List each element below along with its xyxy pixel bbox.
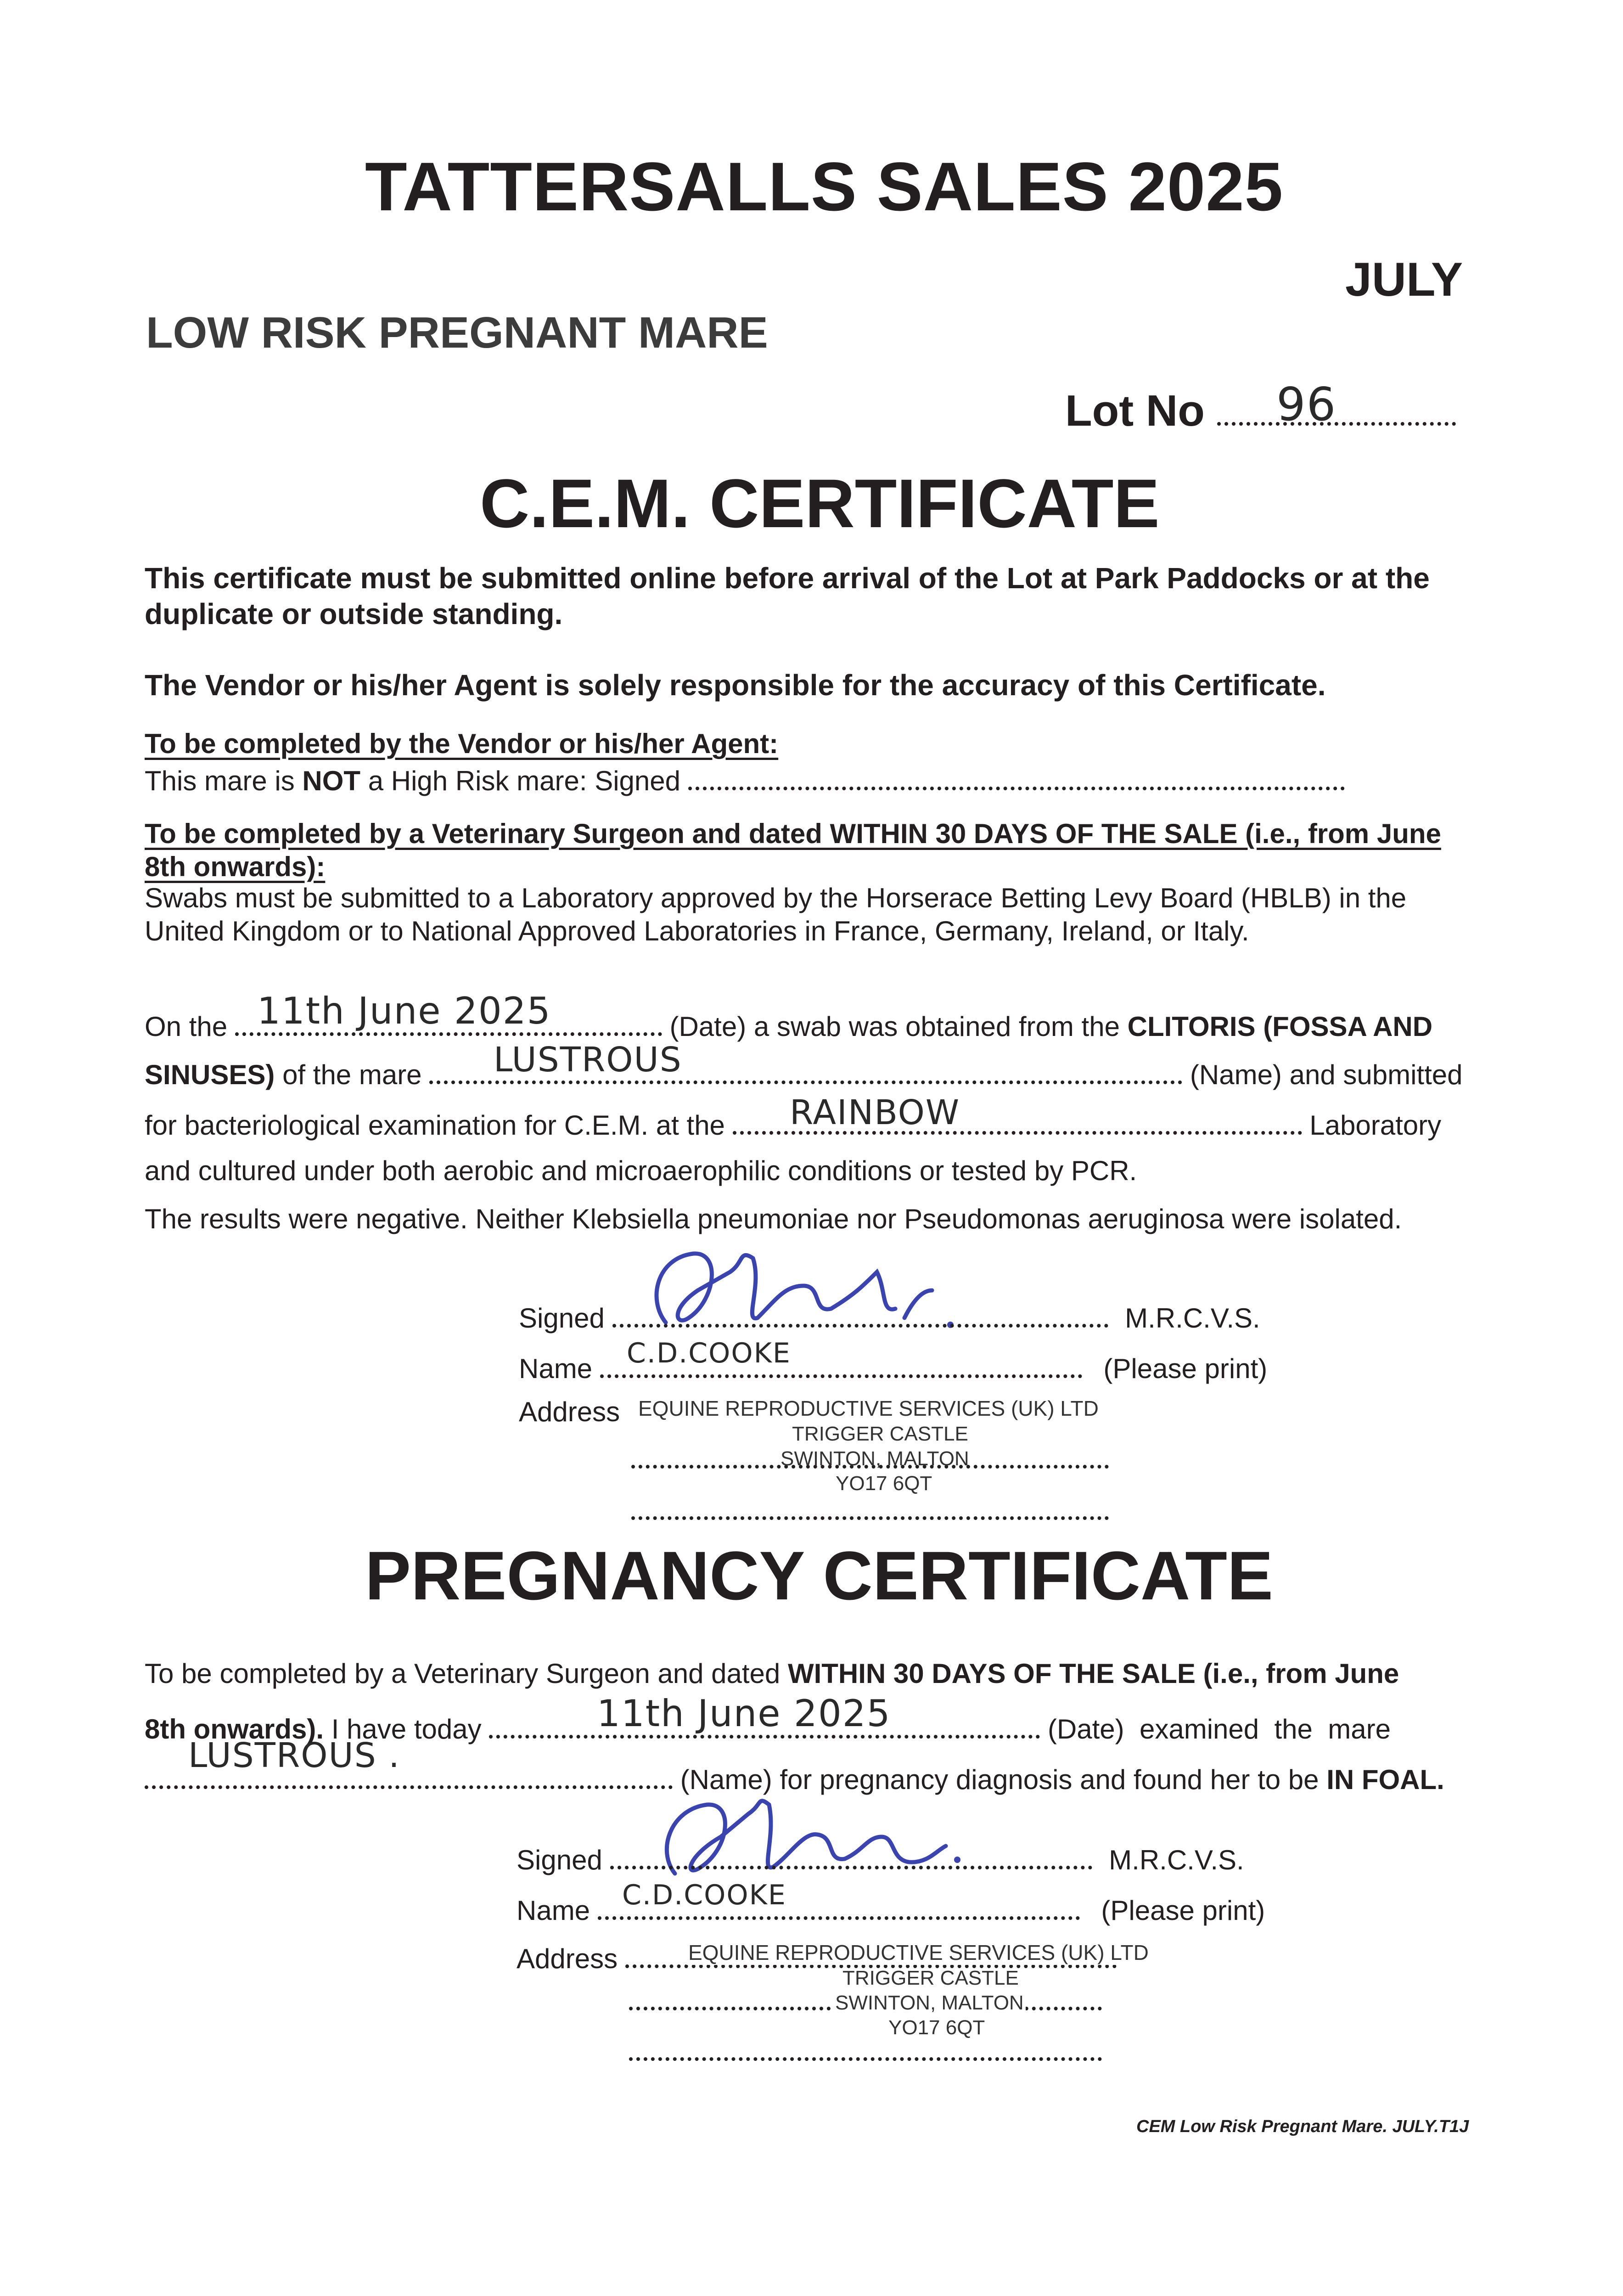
pregnancy-name-field-label: Name [517, 1895, 590, 1926]
vendor-signature-line [688, 760, 1345, 790]
for-bacteriological-label: for bacteriological examination for C.E.M. at the [145, 1110, 725, 1141]
cem-please-print: (Please print) [1103, 1353, 1268, 1384]
cem-address-line-2: TRIGGER CASTLE [792, 1423, 968, 1445]
swab-notice: Swabs must be submitted to a Laboratory approved by the Horserace Betting Levy Board (HBLB) in the United Kingdom or to National Approved Laboratories in France, Germany, Ireland, or Italy. [145, 883, 1407, 946]
cem-vet-name: C.D.COOKE [627, 1337, 791, 1369]
pregnancy-please-print: (Please print) [1101, 1895, 1265, 1926]
pregnancy-line-1 [145, 1658, 1399, 1689]
pregnancy-8th-onwards: 8th onwards). [145, 1714, 324, 1745]
cem-name-label: (Name) and submitted [1190, 1059, 1463, 1090]
on-the-label: On the [145, 1011, 228, 1042]
lot-number [1065, 386, 1456, 436]
pregnancy-signed-row [517, 1839, 1244, 1876]
pregnancy-address-line-1: EQUINE REPRODUCTIVE SERVICES (UK) LTD [686, 1940, 1151, 1965]
vendor-line-text: This mare is [145, 765, 303, 796]
pregnancy-vet-name: C.D.COOKE [622, 1879, 786, 1911]
pregnancy-signed-label: Signed [517, 1845, 602, 1875]
footer-form-code: CEM Low Risk Pregnant Mare. JULY.T1J [1136, 2117, 1469, 2136]
notice-responsibility: The Vendor or his/her Agent is solely responsible for the accuracy of this Certificate. [145, 669, 1326, 702]
results-statement: The results were negative. Neither Klebsiella pneumoniae nor Pseudomonas aeruginosa were isolated. [145, 1204, 1402, 1234]
sale-month: JULY [1345, 253, 1463, 306]
clitoris-label: CLITORIS (FOSSA AND [1127, 1011, 1433, 1042]
pregnancy-mare-value: LUSTROUS . [188, 1736, 400, 1775]
pregnancy-mrcvs-label: M.R.C.V.S. [1109, 1845, 1244, 1875]
vendor-declaration [145, 760, 1345, 797]
vet-heading: To be completed by a Veterinary Surgeon and dated WITHIN 30 DAYS OF THE SALE (i.e., from June 8th onwards): [145, 818, 1441, 882]
cem-mare-line [145, 1054, 1463, 1091]
pregnancy-date-label: (Date) examined the mare [1047, 1714, 1391, 1745]
of-the-mare-label: of the mare [282, 1059, 422, 1090]
cem-title: C.E.M. CERTIFICATE [480, 465, 1160, 542]
notice-submission: This certificate must be submitted online before arrival of the Lot at Park Paddocks or at the duplicate or outside standing. [145, 562, 1430, 630]
pregnancy-title: PREGNANCY CERTIFICATE [365, 1537, 1273, 1614]
lot-label: Lot No [1065, 386, 1205, 435]
cem-signed-row [519, 1297, 1260, 1334]
cem-name-field-label: Name [519, 1353, 593, 1384]
cem-address-line-3: SWINTON, MALTON [781, 1447, 969, 1470]
cem-address-dots-2 [631, 1498, 1109, 1522]
cultured-statement: and cultured under both aerobic and microaerophilic conditions or tested by PCR. [145, 1155, 1137, 1186]
pregnancy-address-line-4: YO17 6QT [888, 2016, 985, 2039]
vendor-line-signed: a High Risk mare: Signed [360, 765, 681, 796]
vendor-heading: To be completed by the Vendor or his/her Agent: [145, 728, 779, 759]
pregnancy-date-value: 11th June 2025 [597, 1692, 891, 1735]
cem-date-value: 11th June 2025 [257, 990, 551, 1032]
document-title: TATTERSALLS SALES 2025 [365, 148, 1284, 225]
pregnancy-signature-line [610, 1839, 1092, 1869]
category-label: LOW RISK PREGNANT MARE [146, 308, 768, 357]
pregnancy-intro: To be completed by a Veterinary Surgeon and dated [145, 1658, 788, 1689]
pregnancy-i-have-today: I have today [324, 1714, 482, 1745]
cem-signature-line [612, 1297, 1108, 1328]
cem-address-line-1: EQUINE REPRODUCTIVE SERVICES (UK) LTD [638, 1396, 1099, 1420]
pregnancy-address-text: Address [517, 1943, 618, 1974]
lot-value: 96 [1276, 377, 1337, 431]
cem-mrcvs-label: M.R.C.V.S. [1125, 1303, 1260, 1334]
cem-address-line-4: YO17 6QT [836, 1472, 932, 1495]
sinuses-label: SINUSES) [145, 1059, 275, 1090]
in-foal-label: IN FOAL. [1326, 1764, 1444, 1795]
pregnancy-name-label: (Name) for pregnancy diagnosis and found her to be [680, 1764, 1319, 1795]
cem-mare-value: LUSTROUS [494, 1040, 682, 1080]
cem-signed-label: Signed [519, 1303, 605, 1334]
pregnancy-address-line-3: SWINTON, MALTON [833, 1992, 1026, 2015]
laboratory-label: Laboratory [1309, 1110, 1442, 1141]
cem-address-label: Address [519, 1396, 620, 1427]
pregnancy-address-line-2: TRIGGER CASTLE [842, 1967, 1019, 1989]
pregnancy-address-dots-3 [629, 2039, 1102, 2063]
pregnancy-within-30-days: WITHIN 30 DAYS OF THE SALE (i.e., from June [787, 1658, 1399, 1689]
cem-date-label: (Date) a swab was obtained from the [669, 1011, 1120, 1042]
cem-lab-value: RAINBOW [790, 1093, 960, 1132]
vendor-line-not: NOT [302, 765, 361, 796]
